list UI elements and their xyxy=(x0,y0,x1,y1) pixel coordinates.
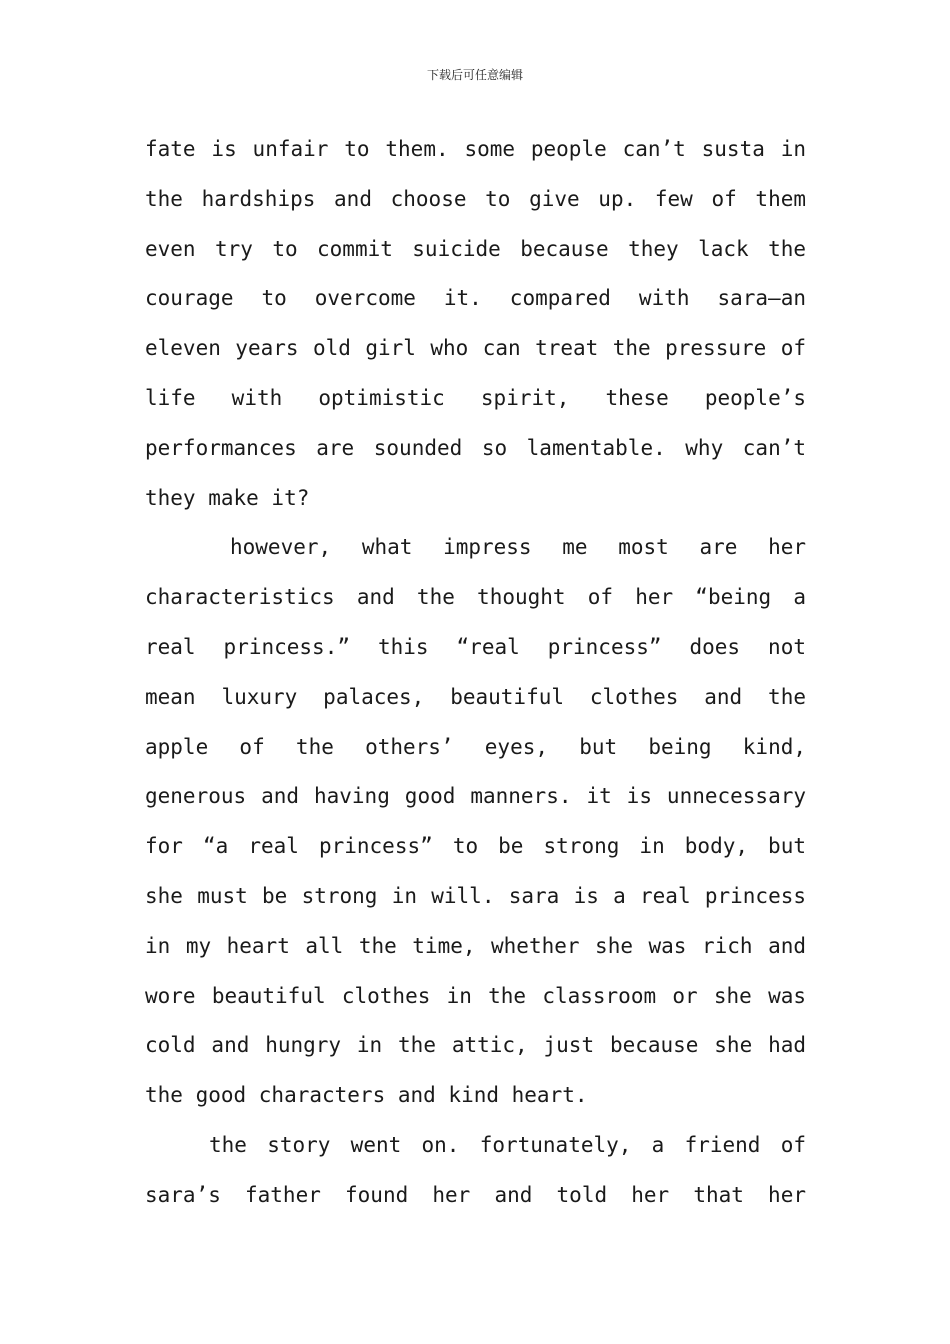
paragraph-1 xyxy=(145,125,806,523)
text-line: courage to overcome it. compared with sara—an xyxy=(145,286,806,311)
paragraph-3 xyxy=(145,1121,806,1221)
document-body xyxy=(145,125,806,1221)
text-line: they make it? xyxy=(145,485,310,510)
text-line: generous and having good manners. it is unnecessary xyxy=(145,784,806,809)
text-line: for “a real princess” to be strong in body, but xyxy=(145,834,806,859)
text-line: mean luxury palaces, beautiful clothes and the xyxy=(145,684,806,709)
text-line: fate is unfair to them. some people can’t susta in xyxy=(145,137,806,161)
text-line: eleven years old girl who can treat the pressure of xyxy=(145,336,806,361)
text-line: however, what impress me most are her xyxy=(230,535,806,560)
text-line: the hardships and choose to give up. few of them xyxy=(145,186,806,211)
text-line: apple of the others’ eyes, but being kind, xyxy=(145,734,806,759)
text-line: cold and hungry in the attic, just because she had xyxy=(145,1033,806,1058)
text-line: wore beautiful clothes in the classroom or she was xyxy=(145,983,806,1008)
text-line: the story went on. fortunately, a friend of xyxy=(209,1132,806,1157)
text-line: real princess.” this “real princess” does not xyxy=(145,634,806,659)
text-line: in my heart all the time, whether she was rich and xyxy=(145,933,806,958)
text-line: sara’s father found her and told her that her xyxy=(145,1182,806,1207)
text-line: even try to commit suicide because they lack the xyxy=(145,236,806,261)
text-line: she must be strong in will. sara is a real princess xyxy=(145,883,806,908)
page-header-note: 下载后可任意编辑 xyxy=(426,68,523,82)
text-line: performances are sounded so lamentable. why can’t xyxy=(145,435,806,460)
text-line: the good characters and kind heart. xyxy=(145,1083,588,1108)
text-line: life with optimistic spirit, these people’s xyxy=(145,385,806,410)
paragraph-2 xyxy=(145,523,806,1121)
text-line: characteristics and the thought of her “being a xyxy=(145,585,806,610)
